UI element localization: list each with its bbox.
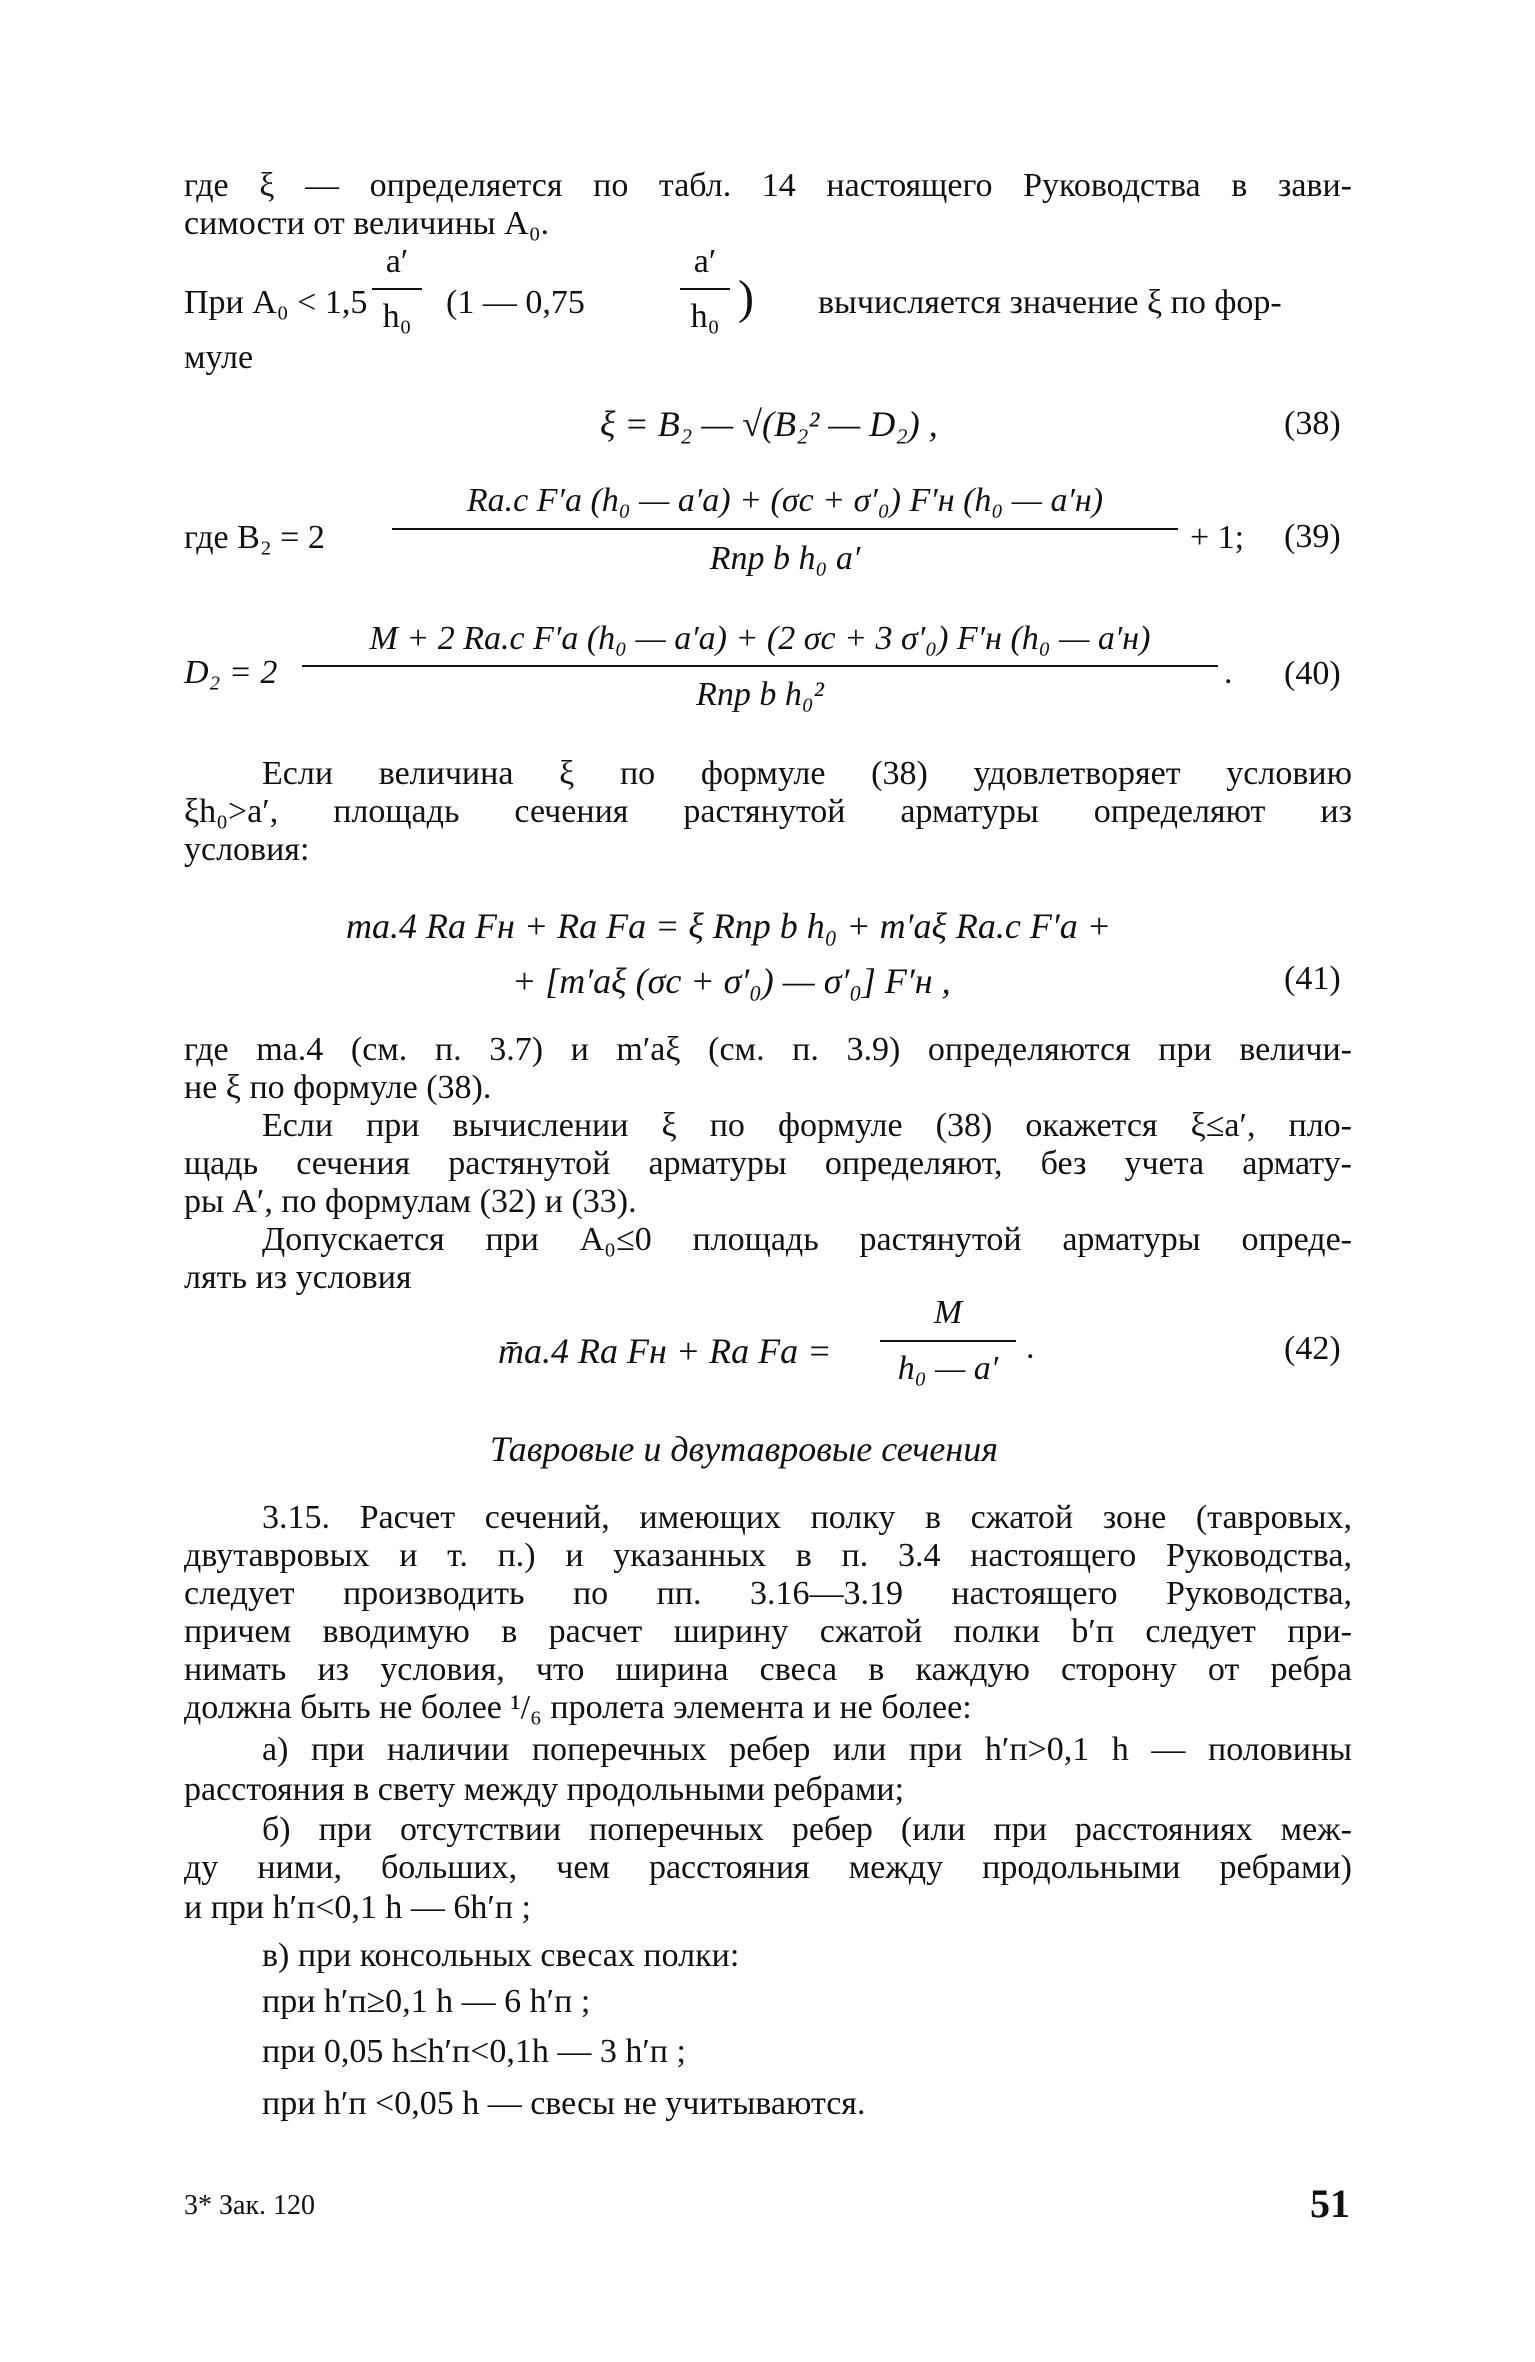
para6-line2: двутавровых и т. п.) и указанных в п. 3.4 настоящего Руководства, [184, 1537, 1352, 1574]
cond-prefix: При A₀ < 1,5 [184, 284, 368, 321]
eq39-bar [392, 528, 1178, 530]
eq42-tail: . [1026, 1329, 1035, 1366]
item-b-line3: и при h′п<0,1 h — 6h′п ; [184, 1889, 531, 1926]
eq40-bar [302, 665, 1218, 667]
page-number: 51 [1310, 2181, 1350, 2226]
eq41-line2: + [m′аξ (σс + σ′₀) — σ′₀] F′н , [512, 961, 951, 1001]
para1-line1: где ξ — определяется по табл. 14 настоящего Руководства в зави- [184, 167, 1352, 204]
item-b-line2: ду ними, больших, чем расстояния между продольными ребрами) [184, 1849, 1352, 1886]
cond-frac1-bar [372, 288, 422, 290]
para3-line2: не ξ по формуле (38). [184, 1069, 492, 1106]
eq38-number: (38) [1284, 405, 1341, 442]
eq39-tail: + 1; [1190, 519, 1245, 556]
footer-order-note: 3* Зак. 120 [184, 2190, 316, 2221]
eq39-lead: где B₂ = 2 [184, 519, 325, 556]
eq40-tail: . [1224, 654, 1233, 691]
para6-line1: 3.15. Расчет сечений, имеющих полку в сжатой зоне (тавровых, [262, 1499, 1352, 1536]
cond-frac2-den: h₀ [690, 298, 720, 335]
eq39-denominator: Rпр b h₀ a′ [709, 540, 861, 577]
item-a-line1: а) при наличии поперечных ребер или при h′п>0,1 h — половины [262, 1731, 1352, 1768]
eq38-expr: ξ = B₂ — √(B₂² — D₂) , [600, 404, 938, 444]
eq42-left: m̄а.4 Rа Fн + Rа Fа = [498, 1331, 832, 1371]
para4-line2: щадь сечения растянутой арматуры определяют, без учета армату- [184, 1145, 1352, 1182]
para6-line5: нимать из условия, что ширина свеса в каждую сторону от ребра [184, 1651, 1352, 1688]
eq40-number: (40) [1284, 655, 1341, 692]
para4-line1: Если при вычислении ξ по формуле (38) окажется ξ≤a′, пло- [262, 1107, 1352, 1144]
eq42-numerator: M [933, 1294, 963, 1331]
item-c-line4: при h′п <0,05 h — свесы не учитываются. [262, 2085, 866, 2122]
eq40-denominator: Rпр b h₀² [696, 676, 824, 713]
cond-suffix: вычисляется значение ξ по фор- [818, 284, 1282, 321]
cond-frac2-bar [680, 288, 730, 290]
section-heading: Тавровые и двутавровые сечения [490, 1429, 998, 1469]
para4-line3: ры A′, по формулам (32) и (33). [184, 1183, 637, 1220]
item-c-line2: при h′п≥0,1 h — 6 h′п ; [262, 1983, 591, 2020]
eq41-number: (41) [1284, 960, 1341, 997]
cond-frac2-num: a′ [693, 243, 717, 280]
para1-line2: симости от величины A₀. [184, 205, 550, 242]
para6-line3: следует производить по пп. 3.16—3.19 настоящего Руководства, [184, 1575, 1352, 1612]
cond-line2: муле [184, 339, 254, 376]
para6-line4: причем вводимую в расчет ширину сжатой полки b′п следует при- [184, 1613, 1352, 1650]
eq40-numerator: M + 2 Rа.с F′а (h₀ — a′а) + (2 σс + 3 σ′₀) F′н (h₀ — a′н) [369, 620, 1151, 657]
para3-line1: где mа.4 (см. п. 3.7) и m′аξ (см. п. 3.9) определяются при величи- [184, 1031, 1352, 1068]
eq40-lead: D₂ = 2 [184, 654, 278, 691]
para5-line1: Допускается при A₀≤0 площадь растянутой арматуры опреде- [262, 1221, 1352, 1258]
cond-frac1-den: h₀ [382, 298, 412, 335]
para2-line3: условия: [184, 831, 310, 868]
item-c-line3: при 0,05 h≤h′п<0,1h — 3 h′п ; [262, 2033, 686, 2070]
eq39-number: (39) [1284, 518, 1341, 555]
item-a-line2: расстояния в свету между продольными ребрами; [184, 1771, 905, 1808]
para2-line1: Если величина ξ по формуле (38) удовлетворяет условию [262, 755, 1352, 792]
eq42-bar [880, 1340, 1016, 1342]
eq39-numerator: Rа.с F′а (h₀ — a′а) + (σс + σ′₀) F′н (h₀ — a′н) [466, 482, 1104, 519]
cond-frac1-num: a′ [385, 243, 409, 280]
eq41-line1: mа.4 Rа Fн + Rа Fа = ξ Rпр b h₀ + m′аξ Rа.с F′а + [346, 906, 1112, 946]
item-c-line1: в) при консольных свесах полки: [262, 1937, 740, 1974]
cond-close: ) [738, 271, 754, 324]
para6-line6: должна быть не более ¹/₆ пролета элемента и не более: [184, 1689, 972, 1726]
para2-line2: ξh₀>a′, площадь сечения растянутой арматуры определяют из [184, 793, 1352, 830]
eq42-number: (42) [1284, 1330, 1341, 1367]
para5-line2: лять из условия [184, 1259, 412, 1296]
item-b-line1: б) при отсутствии поперечных ребер (или при расстояниях меж- [262, 1811, 1352, 1848]
eq42-denominator: h₀ — a′ [897, 1350, 999, 1387]
cond-mid: (1 — 0,75 [446, 284, 585, 321]
